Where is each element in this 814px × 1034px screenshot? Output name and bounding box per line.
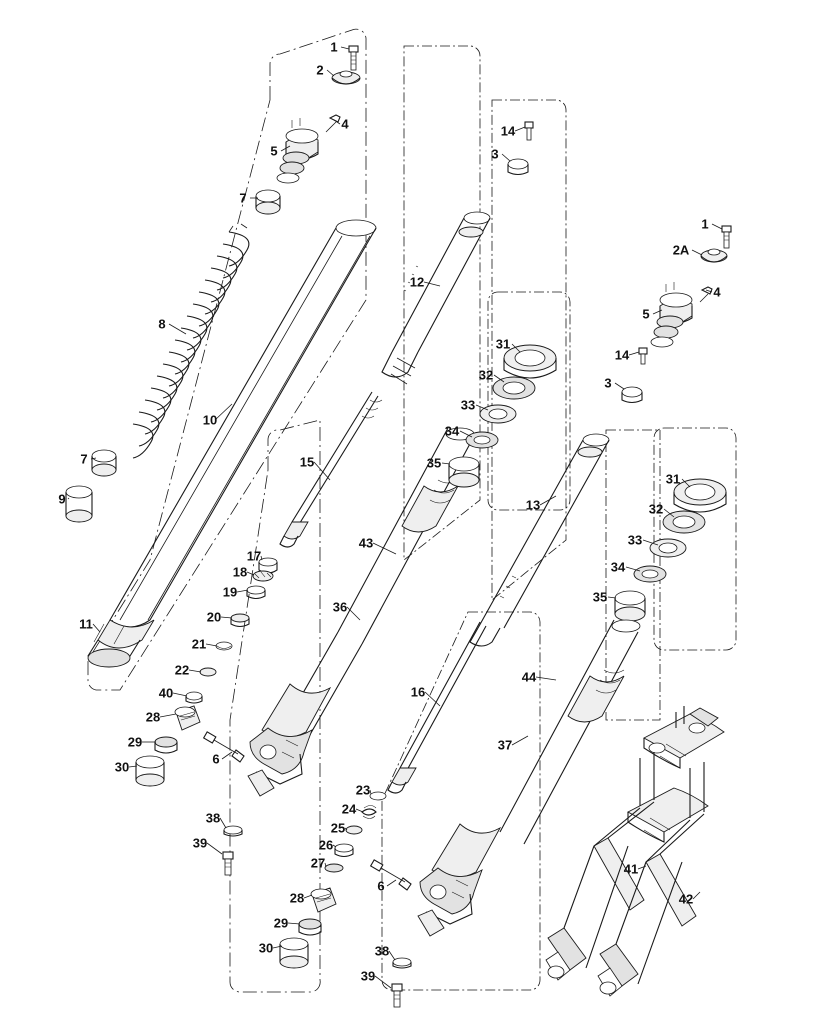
- part-1-bolt-top-right: [722, 226, 731, 248]
- callout-number: 28: [289, 890, 305, 906]
- part-3-washer-mid: [508, 159, 528, 175]
- part-27-ring-27: [325, 864, 343, 872]
- callout-number: 4: [713, 284, 721, 300]
- callout-number: 43: [358, 535, 374, 551]
- callout-number: 38: [205, 810, 221, 826]
- part-31-oil-seal-lower: [674, 479, 726, 512]
- callout-number: 17: [246, 548, 262, 564]
- callout-number: 5: [642, 306, 650, 322]
- part-15-damper-rod-thin: [280, 392, 382, 547]
- part-34-ring-upper: [466, 432, 498, 448]
- part-33-seal-upper: [480, 405, 516, 423]
- callout-number: 38: [374, 943, 390, 959]
- callout-number: 29: [127, 734, 143, 750]
- callout-number: 30: [114, 759, 130, 775]
- callout-number: 16: [410, 684, 426, 700]
- callout-number: 35: [592, 589, 608, 605]
- part-26-collar-26: [335, 844, 353, 857]
- part-22-washer-22: [200, 668, 216, 676]
- part-39-bolt-left: [223, 852, 233, 875]
- callout-number: 29: [273, 915, 289, 931]
- callout-number: 10: [202, 412, 218, 428]
- callout-number: 12: [409, 274, 425, 290]
- callout-number: 7: [239, 190, 247, 206]
- callout-number: 6: [212, 751, 220, 767]
- part-30-bush-left: [136, 756, 164, 786]
- part-39-bolt-right: [392, 984, 402, 1007]
- part-35-bush-upper: [449, 457, 479, 487]
- callout-number: 14: [614, 347, 630, 363]
- part-31-oil-seal-upper: [504, 345, 556, 378]
- callout-number: 39: [192, 835, 208, 851]
- callout-number: 34: [610, 559, 626, 575]
- callout-number: 9: [58, 491, 66, 507]
- part-5-cap-assembly-right: [651, 282, 692, 347]
- callout-number: 1: [330, 39, 338, 55]
- callout-number: 32: [478, 367, 494, 383]
- part-37-fork-slider-right: [418, 824, 500, 936]
- callout-number: 42: [678, 891, 694, 907]
- callout-number: 33: [627, 532, 643, 548]
- part-20-washer-20: [231, 614, 249, 627]
- callout-number: 18: [232, 564, 248, 580]
- part-8-fork-spring: [133, 224, 249, 458]
- part-34-ring-lower: [634, 566, 666, 582]
- callout-number: 26: [318, 837, 334, 853]
- part-19-washer-19: [247, 586, 265, 599]
- callout-number: 21: [191, 636, 207, 652]
- part-7-bushing-left-lower: [92, 450, 116, 476]
- part-4-screw-left: [326, 115, 340, 132]
- callout-number: 23: [355, 782, 371, 798]
- callout-number: 31: [495, 336, 511, 352]
- part-12-damper-rod: [382, 212, 490, 384]
- callout-number: 30: [258, 940, 274, 956]
- part-4-screw-right: [700, 287, 712, 302]
- part-9-collar: [66, 486, 92, 522]
- part-23-washer-23: [370, 792, 386, 800]
- part-38-washer-left: [224, 826, 242, 836]
- part-29-oil-seal-left: [155, 737, 177, 753]
- part-21-circlip: [216, 642, 232, 650]
- callout-number: 22: [174, 662, 190, 678]
- part-30-bush-lower: [280, 938, 308, 968]
- part-33-seal-lower: [650, 539, 686, 557]
- callout-number: 1: [701, 216, 709, 232]
- callout-number: 27: [310, 855, 326, 871]
- callout-number: 41: [623, 861, 639, 877]
- callout-number: 6: [377, 878, 385, 894]
- callout-number: 37: [497, 737, 513, 753]
- part-35-bush-lower: [615, 591, 645, 621]
- callout-number: 19: [222, 584, 238, 600]
- part-2-cap-top-left: [332, 71, 360, 84]
- part-41-42-assembled-fork: [546, 706, 724, 996]
- part-29-oil-seal-lower: [299, 919, 321, 935]
- callout-number: 20: [206, 609, 222, 625]
- callout-number: 33: [460, 397, 476, 413]
- callout-number: 3: [491, 146, 499, 162]
- part-38-washer-right: [393, 958, 411, 968]
- callout-number: 4: [341, 116, 349, 132]
- part-16-damper-rod-thin-lower: [388, 622, 486, 793]
- callout-number: 2A: [672, 242, 690, 258]
- leader-lines: [68, 47, 722, 988]
- callout-number: 34: [444, 423, 460, 439]
- part-32-washer-upper: [493, 377, 535, 399]
- part-18-piston-ring: [253, 571, 273, 581]
- callout-number: 31: [665, 471, 681, 487]
- callout-number: 25: [330, 820, 346, 836]
- callout-number: 2: [316, 62, 324, 78]
- callout-number: 44: [521, 669, 537, 685]
- part-14-oring-right: [639, 348, 647, 364]
- callout-number: 35: [426, 455, 442, 471]
- part-24-spring-24: [362, 806, 376, 819]
- callout-number: 24: [341, 801, 357, 817]
- part-5-cap-assembly-left: [277, 118, 318, 183]
- part-2A-cap-right: [701, 249, 727, 262]
- group-outline-seal-cluster-upper: [488, 292, 570, 513]
- callout-number: 36: [332, 599, 348, 615]
- callout-number: 14: [500, 123, 516, 139]
- part-7-bushing-left-upper: [256, 190, 280, 214]
- part-28-dust-seal-left: [175, 706, 200, 730]
- part-32-washer-lower: [663, 511, 705, 533]
- callout-number: 7: [80, 451, 88, 467]
- part-40-spacer: [186, 692, 202, 703]
- part-1-bolt-top-left: [349, 46, 358, 70]
- callout-number: 40: [158, 685, 174, 701]
- part-44-inner-tube-right-lower: [497, 620, 640, 844]
- callout-number: 11: [79, 616, 93, 632]
- part-28-dust-seal-lower: [311, 888, 336, 912]
- callout-number: 5: [270, 143, 278, 159]
- callout-number: 13: [525, 497, 541, 513]
- part-3-washer-right: [622, 387, 642, 403]
- callout-number: 39: [360, 968, 376, 984]
- callout-number: 15: [299, 454, 315, 470]
- part-13-inner-tube-right: [470, 434, 609, 646]
- part-14-oring-mid: [525, 122, 533, 140]
- callout-number: 3: [604, 375, 612, 391]
- callout-number: 8: [158, 316, 166, 332]
- callout-number: 28: [145, 709, 161, 725]
- part-25-washer-25: [346, 826, 362, 834]
- part-36-fork-slider-left: [248, 632, 362, 796]
- callout-number: 32: [648, 501, 664, 517]
